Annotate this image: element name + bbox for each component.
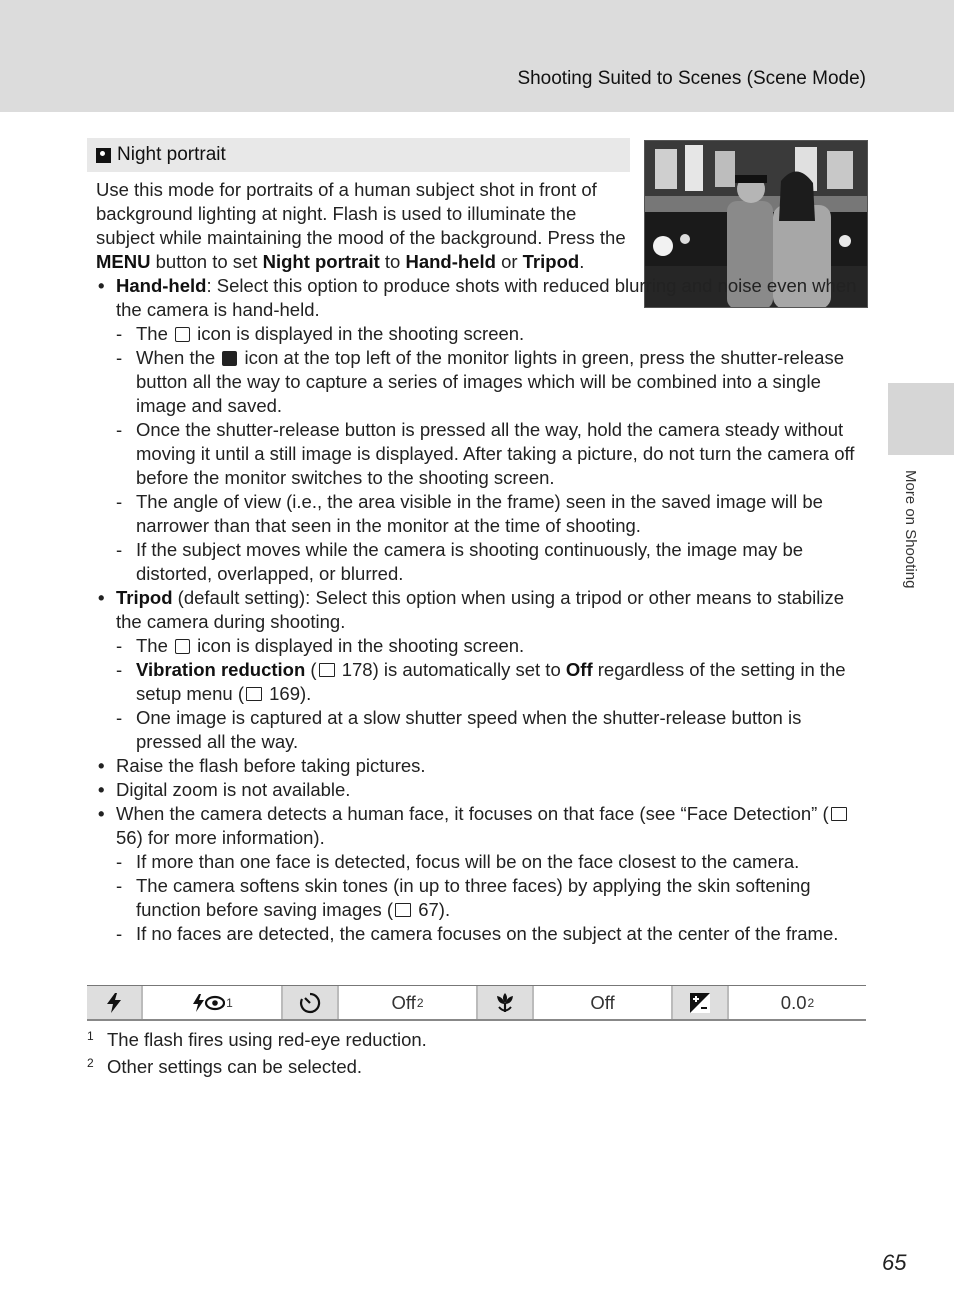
macro-value: Off (534, 986, 673, 1019)
page-reference-icon (831, 807, 847, 821)
list-item: • Digital zoom is not available. (96, 778, 861, 802)
flash-mode-value: 1 (143, 986, 283, 1019)
exposure-comp-value: 0.0 2 (780, 991, 815, 1013)
macro-icon (494, 992, 516, 1014)
list-item: - If no faces are detected, the camera focuses on the subject at the center of the frame. (116, 922, 861, 946)
flash-mode-cell (87, 986, 143, 1019)
night-portrait-icon (222, 351, 237, 366)
self-timer-value: Off 2 (339, 986, 478, 1019)
list-item: - The angle of view (i.e., the area visible in the frame) seen in the saved image will be narrower than that seen in the monitor at the time of shooting. (116, 490, 861, 538)
macro-cell (478, 986, 534, 1019)
exposure-compensation-icon (689, 992, 711, 1014)
page-reference-icon (246, 687, 262, 701)
self-timer-icon (299, 992, 321, 1014)
list-item: - Once the shutter-release button is pressed all the way, hold the camera steady without moving it until a still image is displayed. After taking a picture, do not turn the camera off before the monitor switches to the shooting screen. (116, 418, 861, 490)
self-timer-cell (283, 986, 339, 1019)
side-tab (888, 383, 954, 455)
footnote: 1 The flash fires using red-eye reduction. (87, 1029, 427, 1050)
list-item: - When the icon at the top left of the monitor lights in green, press the shutter-release button all the way to capture a series of images which will be combined into a single image and saved. (116, 346, 861, 418)
list-item: - Vibration reduction ( 178) is automatically set to Off regardless of the setting in the setup menu ( 169). (116, 658, 861, 706)
flash-icon (105, 993, 123, 1013)
options-list (96, 274, 861, 946)
side-tab-label: More on Shooting (902, 470, 919, 589)
list-item: - One image is captured at a slow shutter speed when the shutter-release button is pressed all the way. (116, 706, 861, 754)
exposure-comp-cell (673, 986, 729, 1019)
list-item: • Hand-held: Select this option to produce shots with reduced blurring and noise even when the camera is hand-held. - The icon is displayed in the shooting screen. - When the icon at the top left of the monitor lights in green, press the shutter-release button all the way to capture a series of images which will be combined into a single image and saved. - Once the shutter-release button is pressed all the way, hold the camera steady without moving it until a still image is displayed. After taking a picture, do not turn the camera off before the monitor switches to the shooting screen. - The angle of view (i.e., the area visible in the frame) seen in the saved image will be narrower than that seen in the monitor at the time of shooting. - If the subject moves while the camera is shooting continuously, the image may be distorted, overlapped, or blurred. (96, 274, 861, 586)
header-band (0, 0, 954, 112)
list-item: - If more than one face is detected, focus will be on the face closest to the camera. (116, 850, 861, 874)
footnotes (87, 1026, 427, 1080)
page-reference-icon (395, 903, 411, 917)
handheld-icon (175, 327, 190, 342)
page-number: 65 (882, 1250, 907, 1275)
list-item: • When the camera detects a human face, it focuses on that face (see “Face Detection” ( 56) for more information). - If more than one face is detected, focus will be on the face closest to the camera. - The camera softens skin tones (in up to three faces) by applying the skin softening function before saving images ( 67). - If no faces are detected, the camera focuses on the subject at the center of the frame. (96, 802, 861, 946)
list-item: - The icon is displayed in the shooting screen. (116, 634, 861, 658)
list-item: • Tripod (default setting): Select this option when using a tripod or other means to stabilize the camera during shooting. - The icon is displayed in the shooting screen. - Vibration reduction ( 178) is automatically set to Off regardless of the setting in the setup menu ( 169). - One image is captured at a slow shutter speed when the shutter-release button is pressed all the way. (96, 586, 861, 754)
list-item: - If the subject moves while the camera is shooting continuously, the image may be distorted, overlapped, or blurred. (116, 538, 861, 586)
tripod-icon (175, 639, 190, 654)
default-settings-table (87, 985, 866, 1021)
running-header: Shooting Suited to Scenes (Scene Mode) (517, 68, 866, 89)
page-reference-icon (319, 663, 335, 677)
list-item: - The camera softens skin tones (in up to three faces) by applying the skin softening function before saving images ( 67). (116, 874, 861, 922)
body-text (96, 178, 861, 946)
list-item: • Raise the flash before taking pictures. (96, 754, 861, 778)
section-title: Night portrait (117, 144, 226, 165)
red-eye-flash-icon (191, 993, 225, 1013)
night-portrait-icon (96, 148, 111, 163)
footnote: 2 Other settings can be selected. (87, 1056, 363, 1077)
menu-button-label: MENU (96, 251, 151, 272)
list-item: - The icon is displayed in the shooting screen. (116, 322, 861, 346)
section-title-bar (87, 138, 630, 172)
intro-paragraph: Use this mode for portraits of a human subject shot in front of background lighting at night. Flash is used to illuminate the subject while maintaining the mood of the background. Press the MENU button to set Night portrait to Hand-held or Tripod. (96, 179, 626, 272)
